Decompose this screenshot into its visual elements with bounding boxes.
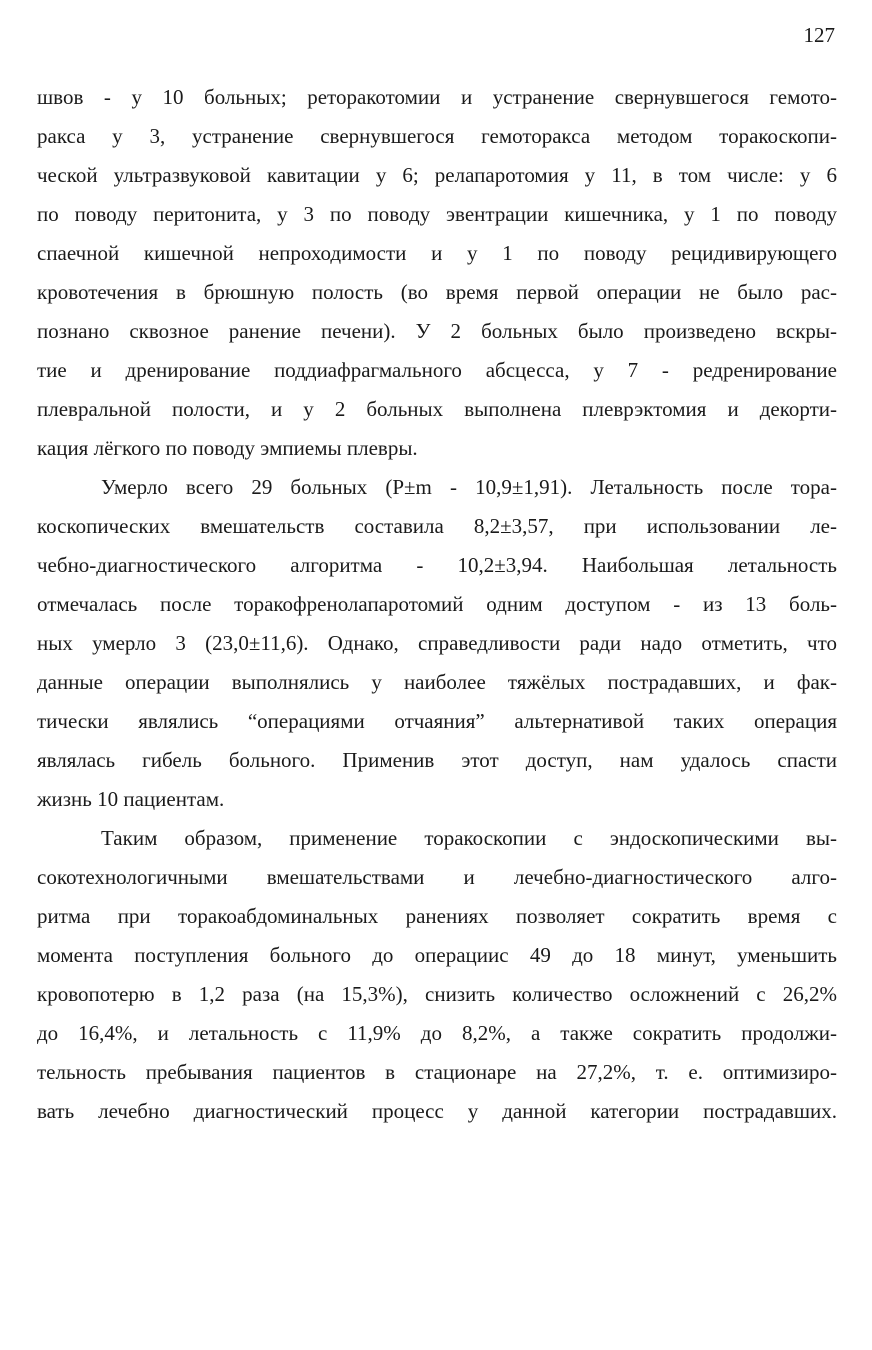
text-line: коскопических вмешательств составила 8,2±3,57, при использовании ле- <box>37 514 837 538</box>
text-line: ракса у 3, устранение свернувшегося гемоторакса методом торакоскопи- <box>37 124 837 148</box>
text-line: чебно-диагностического алгоритма - 10,2±3,94. Наибольшая летальность <box>37 553 837 577</box>
text-line: ритма при торакоабдоминальных ранениях позволяет сократить время с <box>37 904 837 928</box>
text-line: данные операции выполнялись у наиболее тяжёлых пострадавших, и фак- <box>37 670 837 694</box>
text-line: сокотехнологичными вмешательствами и лечебно-диагностического алго- <box>37 865 837 889</box>
text-line: вать лечебно диагностический процесс у данной категории пострадавших. <box>37 1099 837 1123</box>
text-line: кровопотерю в 1,2 раза (на 15,3%), снизить количество осложнений с 26,2% <box>37 982 837 1006</box>
text-line: тие и дренирование поддиафрагмального абсцесса, у 7 - редренирование <box>37 358 837 382</box>
text-line: являлась гибель больного. Применив этот доступ, нам удалось спасти <box>37 748 837 772</box>
body-text <box>37 82 837 1135</box>
text-line: отмечалась после торакофренолапаротомий одним доступом - из 13 боль- <box>37 592 837 616</box>
page-number: 127 <box>803 23 835 47</box>
text-line: кровотечения в брюшную полость (во время первой операции не было рас- <box>37 280 837 304</box>
text-line: кация лёгкого по поводу эмпиемы плевры. <box>37 436 418 460</box>
text-line: спаечной кишечной непроходимости и у 1 по поводу рецидивирующего <box>37 241 837 265</box>
text-line: познано сквозное ранение печени). У 2 больных было произведено вскры- <box>37 319 837 343</box>
text-line: тельность пребывания пациентов в стационаре на 27,2%, т. е. оптимизиро- <box>37 1060 837 1084</box>
text-line: до 16,4%, и летальность с 11,9% до 8,2%, а также сократить продолжи- <box>37 1021 837 1045</box>
text-line: ных умерло 3 (23,0±11,6). Однако, справедливости ради надо отметить, что <box>37 631 837 655</box>
text-line: тически являлись “операциями отчаяния” альтернативой таких операция <box>37 709 837 733</box>
paragraph-3 <box>37 823 837 1127</box>
text-line: ческой ультразвуковой кавитации у 6; релапаротомия у 11, в том числе: у 6 <box>37 163 837 187</box>
text-line: по поводу перитонита, у 3 по поводу эвентрации кишечника, у 1 по поводу <box>37 202 837 226</box>
text-line: Таким образом, применение торакоскопии с эндоскопическими вы- <box>101 826 837 850</box>
text-line: плевральной полости, и у 2 больных выполнена плеврэктомия и декорти- <box>37 397 837 421</box>
text-line: швов - у 10 больных; реторакотомии и устранение свернувшегося гемото- <box>37 85 837 109</box>
text-line: момента поступления больного до операциис 49 до 18 минут, уменьшить <box>37 943 837 967</box>
paragraph-1 <box>37 82 837 464</box>
paragraph-2 <box>37 472 837 815</box>
text-line: жизнь 10 пациентам. <box>37 787 225 811</box>
text-line: Умерло всего 29 больных (P±m - 10,9±1,91). Летальность после тора- <box>101 475 837 499</box>
